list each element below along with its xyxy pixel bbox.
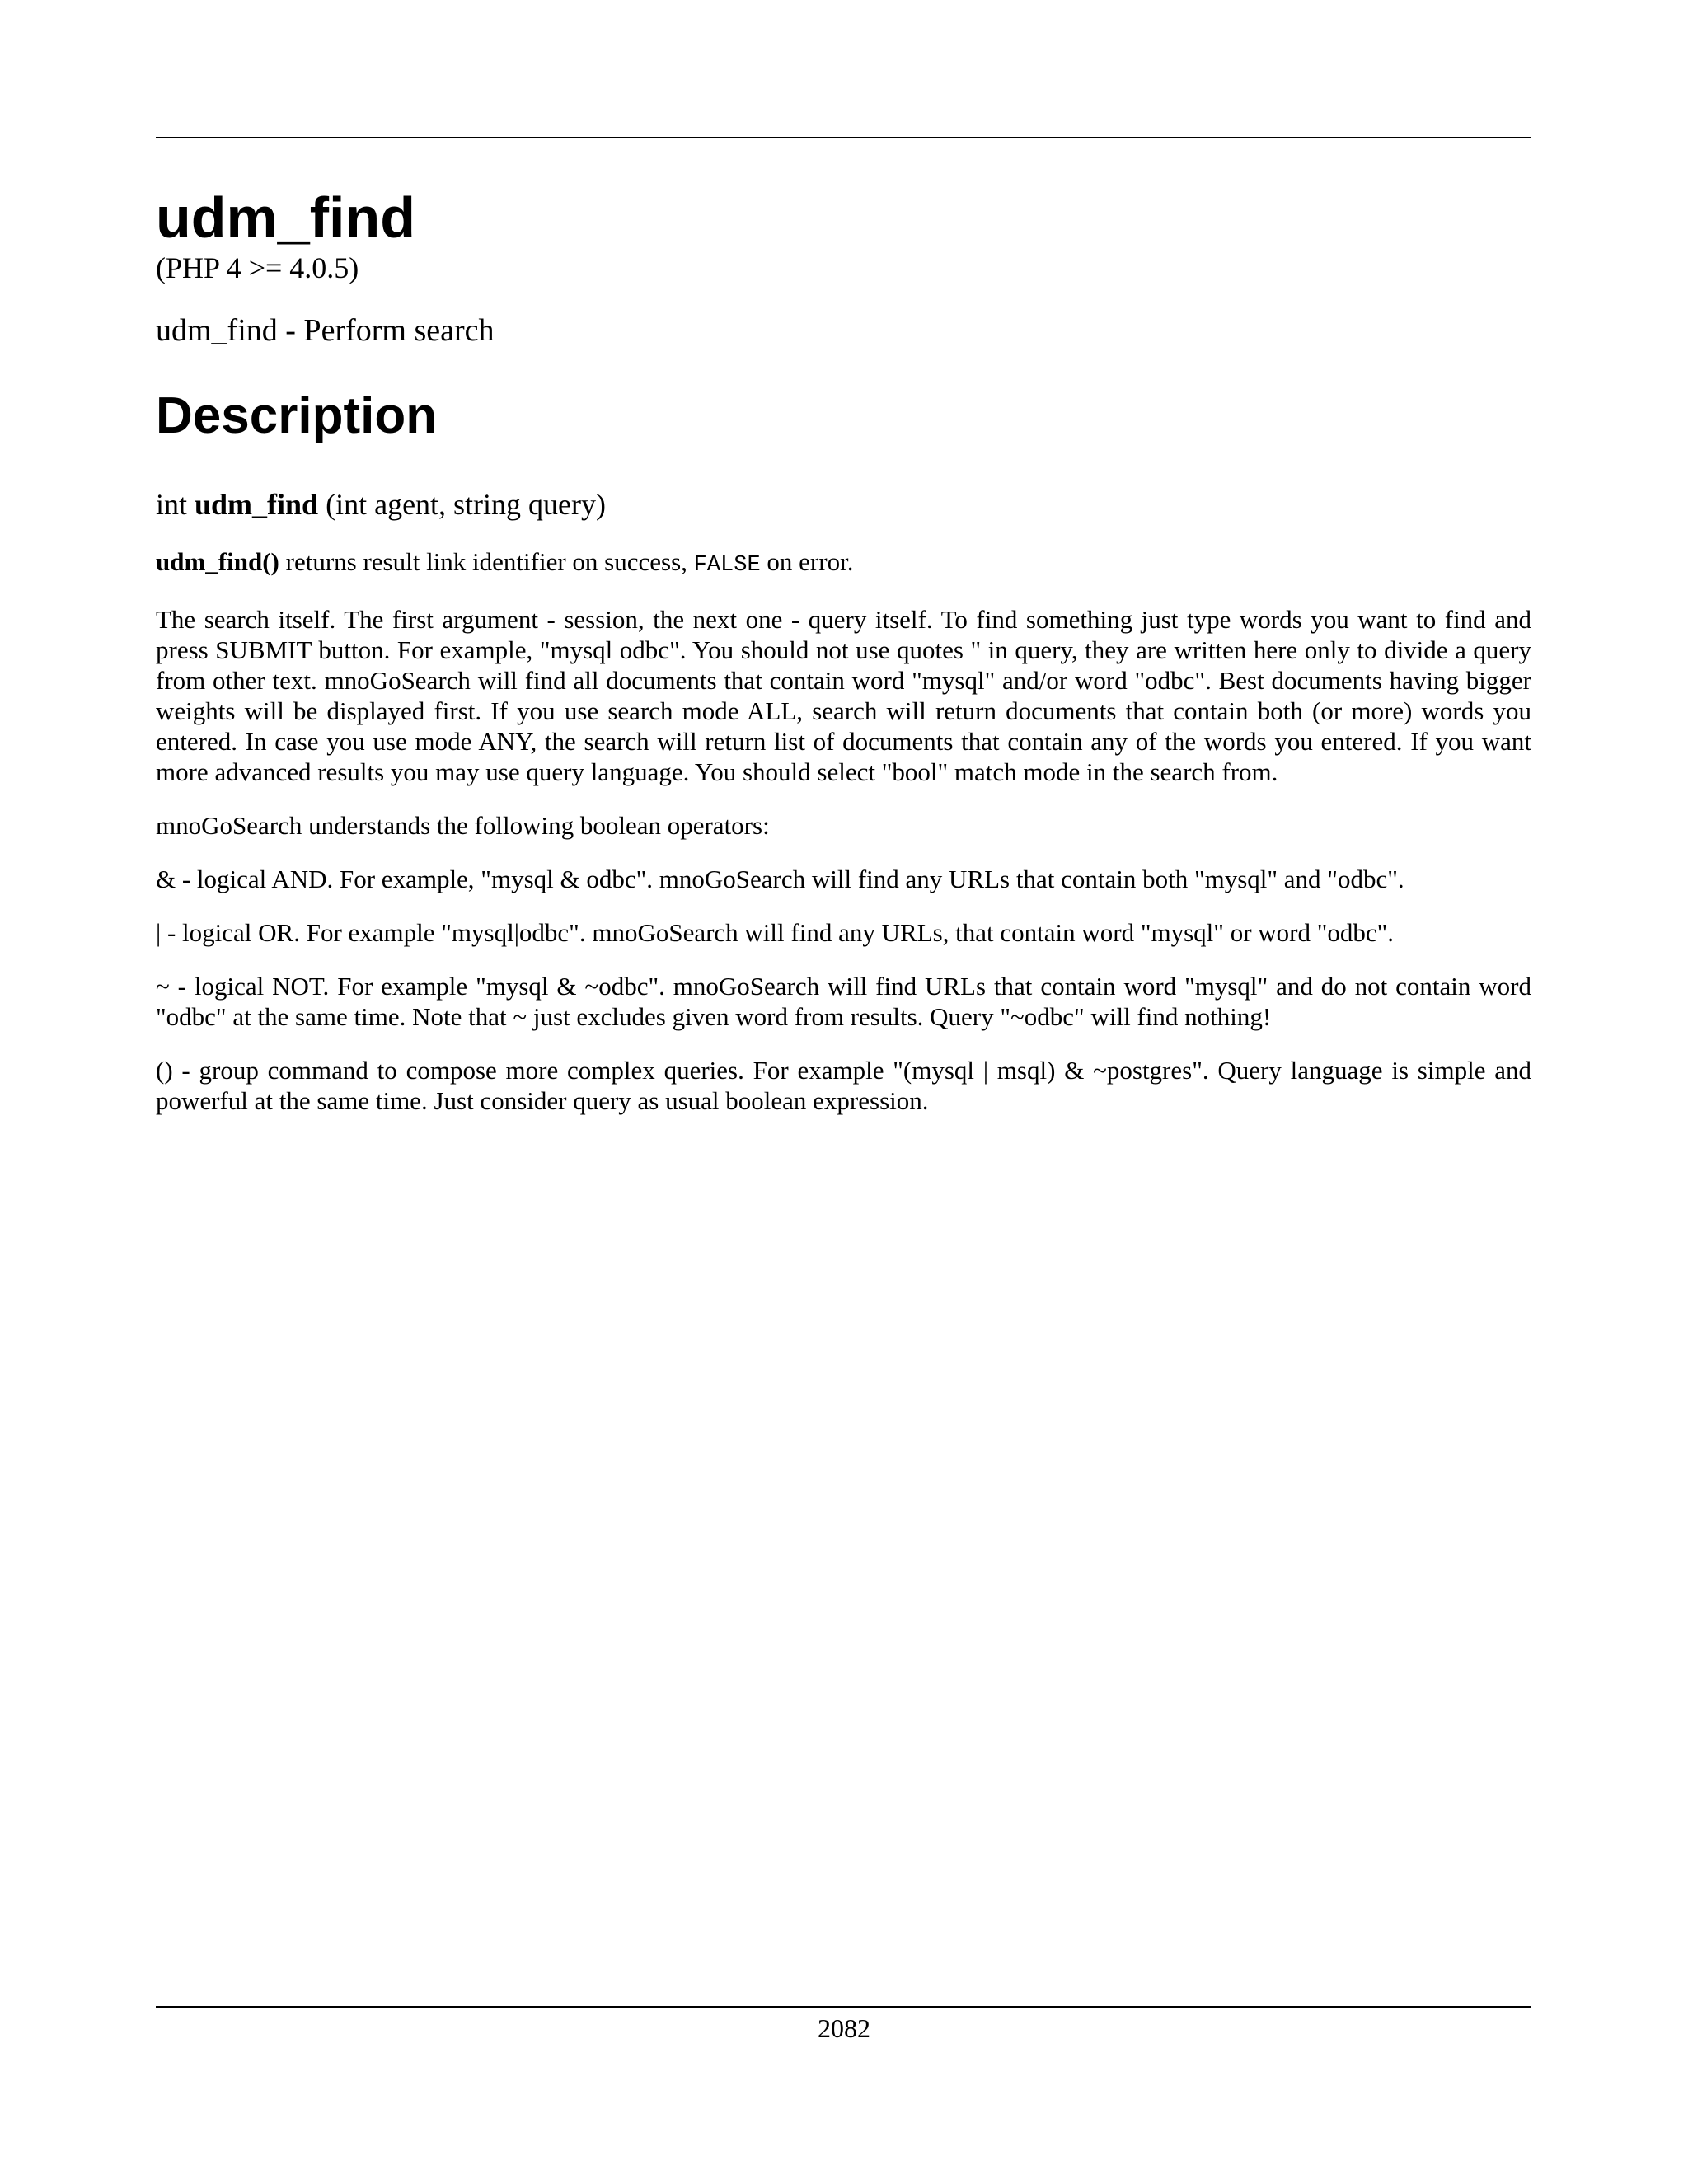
operator-not-paragraph: ~ - logical NOT. For example "mysql & ~odbc". mnoGoSearch will find URLs that contain word "mysql" and do not contain word "odbc" at the same time. Note that ~ just excludes given word from results. Query "~odbc" will find nothing! bbox=[156, 971, 1531, 1031]
refname-separator: - bbox=[277, 313, 304, 348]
operator-group-paragraph: () - group command to compose more complex queries. For example "(mysql | msql) & ~postgres". Query language is simple and powerful at the same time. Just consider query as usual boolean expression. bbox=[156, 1055, 1531, 1115]
returns-text-before: returns result link identifier on success, bbox=[279, 546, 694, 576]
synopsis-params: (int agent, string query) bbox=[326, 487, 607, 521]
returns-paragraph bbox=[156, 546, 1531, 581]
operators-intro-paragraph: mnoGoSearch understands the following boolean operators: bbox=[156, 810, 770, 840]
version-info: (PHP 4 >= 4.0.5) bbox=[156, 251, 359, 284]
header-rule bbox=[156, 137, 1531, 138]
refname: udm_find bbox=[156, 313, 278, 348]
function-synopsis bbox=[156, 486, 1531, 523]
footer-rule bbox=[156, 2006, 1531, 2008]
operator-or-paragraph: | - logical OR. For example "mysql|odbc". mnoGoSearch will find any URLs, that contain word "mysql" or word "odbc". bbox=[156, 917, 1395, 947]
returns-function: udm_find() bbox=[156, 546, 279, 576]
page-content bbox=[156, 186, 1531, 1116]
synopsis-return-type: int bbox=[156, 487, 188, 521]
page-number: 2082 bbox=[818, 2013, 870, 2043]
refname-line bbox=[156, 312, 1531, 351]
search-description-paragraph: The search itself. The first argument - session, the next one - query itself. To find something just type words you want to find and press SUBMIT button. For example, "mysql odbc". You should not use quotes " in query, they are written here only to divide a query from other text. mnoGoSearch will find all documents that contain word "mysql" and/or word "odbc". Best documents having bigger weights will be displayed first. If you use search mode ALL, search will return documents that contain both (or more) words you entered. In case you use mode ANY, the search will return list of documents that contain any of the words you entered. If you want more advanced results you may use query language. You should select "bool" match mode in the search from. bbox=[156, 604, 1531, 786]
operator-and-paragraph: & - logical AND. For example, "mysql & odbc". mnoGoSearch will find any URLs that contain both "mysql" and "odbc". bbox=[156, 864, 1404, 893]
description-heading: Description bbox=[156, 387, 438, 444]
page-title: udm_find bbox=[156, 185, 415, 250]
synopsis-function-name: udm_find bbox=[195, 487, 319, 521]
refname-purpose: Perform search bbox=[303, 313, 495, 348]
returns-text-after: on error. bbox=[760, 546, 854, 576]
false-constant: FALSE bbox=[693, 552, 761, 578]
